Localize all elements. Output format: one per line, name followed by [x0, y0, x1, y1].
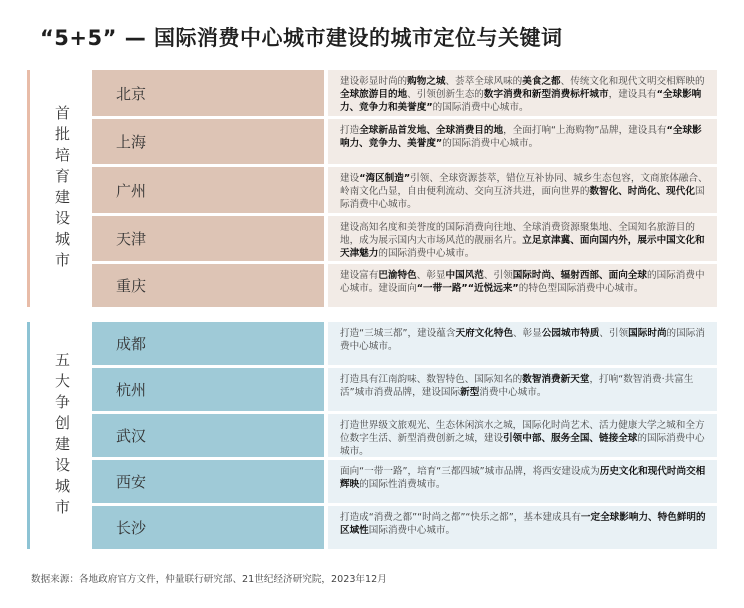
table-row: [92, 264, 717, 307]
city-name: 长沙: [92, 506, 324, 549]
description-text: 、彰显: [513, 328, 542, 339]
keyword-highlight: 公园城市特质: [541, 328, 600, 339]
description-text: 、引领: [599, 328, 629, 339]
description-text: ，建设具有: [608, 89, 657, 101]
keyword-highlight: 购物之城: [407, 76, 446, 87]
table-row: [92, 216, 717, 261]
city-name: 重庆: [92, 264, 324, 307]
description-text: 的国际消费中心城市。建设面向: [340, 270, 705, 295]
description-text: 、荟萃全球风味的: [445, 76, 523, 87]
description-text: 国际消费中心城市。: [368, 525, 456, 537]
keyword-highlight: 全球新品首发地、全球消费目的地: [359, 125, 504, 136]
group-label-text: 五大争创建设城市: [53, 351, 71, 520]
table-row: [92, 460, 717, 503]
data-source-note: 数据来源：各地政府官方文件，仲量联行研究部、21世纪经济研究院，2023年12月: [31, 574, 387, 585]
city-name: 广州: [92, 167, 324, 213]
group-five-contenders: [27, 322, 717, 549]
city-name: 成都: [92, 322, 324, 365]
description-text: 打造: [340, 125, 360, 136]
keyword-highlight: 立足京津冀、面向国内外，展示中国文化和天津魅力: [340, 235, 705, 260]
city-description: [328, 368, 717, 411]
city-description: [328, 119, 717, 164]
table-row: [92, 506, 717, 549]
keyword-highlight: 天府文化特色: [455, 328, 514, 339]
keyword-highlight: 巴渝特色: [378, 270, 417, 281]
description-text: 、引领: [483, 270, 513, 281]
city-name: 西安: [92, 460, 324, 503]
table-row: [92, 322, 717, 365]
keyword-highlight: “全球影响力、竞争力、美誉度”: [340, 125, 702, 150]
keyword-highlight: 美食之都: [522, 76, 561, 87]
city-name: 天津: [92, 216, 324, 261]
description-text: ，全面打响“上海购物”品牌，建设具有: [503, 125, 667, 136]
group-first-batch: [27, 70, 717, 307]
table-row: [92, 414, 717, 457]
description-text: 的国际消费中心城市。: [340, 433, 705, 457]
description-text: 消费中心城市。: [479, 387, 547, 399]
description-text: 建设: [340, 173, 360, 184]
keyword-highlight: 数智化、时尚化、现代化: [589, 186, 695, 198]
table-row: [92, 167, 717, 213]
city-description: [328, 216, 717, 261]
description-text: 打造具有江南韵味、数智特色、国际知名的: [340, 374, 523, 385]
description-text: 的国际消费中心城市。: [340, 328, 705, 353]
description-text: 建设彰显时尚的: [340, 76, 408, 87]
keyword-highlight: 新型: [460, 387, 480, 399]
keyword-highlight: 一定全球影响力、特色鲜明的区域性: [340, 512, 706, 537]
city-description: [328, 460, 717, 503]
group-label-five-contenders: [27, 322, 93, 549]
city-description: [328, 506, 717, 549]
description-text: 的国际性消费城市。: [359, 479, 446, 491]
keyword-highlight: 中国风范: [445, 270, 484, 281]
description-text: 、彰显: [416, 270, 446, 281]
description-text: 、传统文化和现代文明交相辉映的: [560, 76, 705, 87]
city-description: [328, 167, 717, 213]
description-text: 的特色型国际消费中心城市。: [518, 283, 644, 295]
city-description: [328, 322, 717, 365]
description-text: 建设高知名度和美誉度的国际消费向往地、全球消费资源聚集地、全国知名旅游目的地，成为展示国内大市场风范的靓丽名片。: [340, 222, 695, 247]
description-text: 打造成“消费之都”“时尚之都”“快乐之都”，基本建成具有: [340, 512, 581, 523]
table-row: [92, 368, 717, 411]
description-text: 引领、全球资源荟萃，错位互补协同、城乡生态包容，文商旅体融合、岭南文化凸显，自由便利流动、交向互济共进，面向世界的: [340, 173, 708, 198]
city-name: 北京: [92, 70, 324, 116]
keyword-highlight: 国际时尚: [628, 328, 667, 339]
keyword-highlight: 全球旅游目的地: [340, 89, 408, 101]
keyword-highlight: 引领中部、服务全国、链接全球: [503, 433, 638, 445]
keyword-highlight: “湾区制造”: [359, 173, 411, 184]
description-text: 、引领创新生态的: [407, 89, 484, 101]
city-name: 杭州: [92, 368, 324, 411]
city-description: [328, 70, 717, 116]
city-name: 武汉: [92, 414, 324, 457]
group-label-first-batch: [27, 70, 93, 307]
keyword-highlight: “一带一路”“近悦远来”: [416, 283, 519, 295]
description-text: 的国际消费中心城市。: [378, 248, 475, 260]
keyword-highlight: 历史文化和现代时尚交相辉映: [340, 466, 706, 491]
description-text: 建设富有: [340, 270, 379, 281]
description-text: 的国际消费中心城市。: [432, 102, 529, 114]
keyword-highlight: “全球影响力、竞争力和美誉度”: [340, 89, 702, 114]
table-row: [92, 119, 717, 164]
city-description: [328, 414, 717, 457]
description-text: 的国际消费中心城市。: [442, 138, 539, 150]
keyword-highlight: 数智消费新天堂: [522, 374, 590, 385]
city-name: 上海: [92, 119, 324, 164]
city-description: [328, 264, 717, 307]
description-text: ，打响“数智消费·共富生活”城市消费品牌，建设国际: [340, 374, 694, 399]
keyword-highlight: 国际时尚、辐射西部、面向全球: [512, 270, 647, 281]
page-title: “5+5” — 国际消费中心城市建设的城市定位与关键词: [40, 26, 563, 50]
description-text: 面向“一带一路”，培育“三都四城”城市品牌，将西安建设成为: [340, 466, 600, 477]
table-row: [92, 70, 717, 116]
group-label-text: 首批培育建设城市: [53, 104, 71, 273]
keyword-highlight: 数字消费和新型消费标杆城市: [483, 89, 609, 101]
description-text: 打造世界级文旅观光、生态休闲滨水之城，国际化时尚艺术、活力健康大学之城和全方位数字生活、新型消费创新之城，建设: [340, 420, 705, 445]
description-text: 打造“三城三都”，建设蕴含: [340, 328, 456, 339]
description-text: 国际消费中心城市。: [340, 186, 705, 211]
